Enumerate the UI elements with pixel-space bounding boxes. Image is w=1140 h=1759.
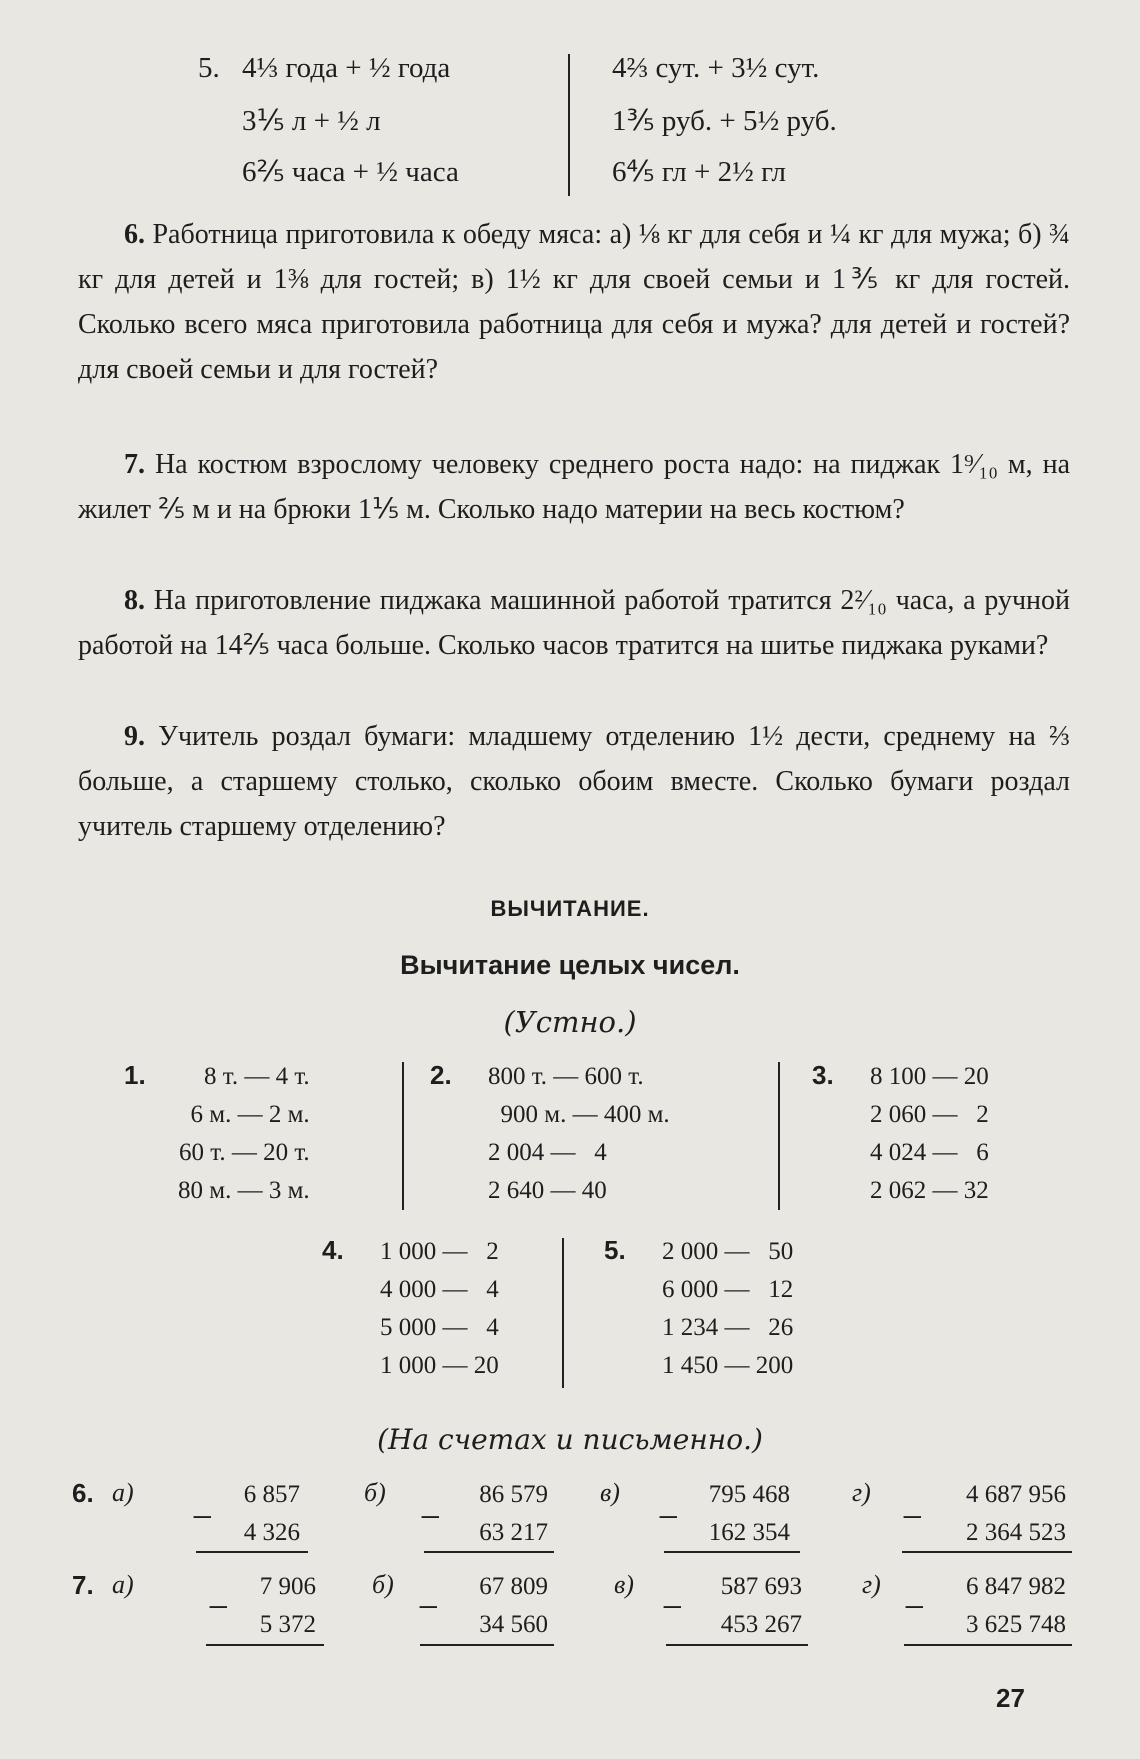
oral-heading: (Устно.) xyxy=(503,1005,637,1039)
problem-8-text: На приготовление пиджака машинной работой тратится 2²⁄₁₀ часа, а ручной работой на 14⅖ часа больше. Сколько часов тратится на шитье пиджака руками? xyxy=(78,585,1070,661)
problem-6 xyxy=(78,212,1070,392)
written-6-a-top: 6 857 xyxy=(243,1481,300,1508)
problem-5-right-row-2: 1⅗ руб. + 5½ руб. xyxy=(612,105,837,137)
written-6-a-label: а) xyxy=(112,1478,134,1507)
problem-5-divider xyxy=(568,54,570,196)
oral-divider-3 xyxy=(562,1238,564,1388)
subsection-heading: Вычитание целых чисел. xyxy=(400,950,740,980)
oral-group-2-rows: 800 т. — 600 т. 900 м. — 400 м. 2 004 — 4 2 640 — 40 xyxy=(488,1063,670,1204)
written-6-number-text: 6. xyxy=(72,1478,94,1508)
problem-5-right-row-3: 6⅘ гл + 2½ гл xyxy=(612,156,786,188)
problem-7-number: 7. xyxy=(124,449,145,480)
written-7-b-minus: _ xyxy=(420,1576,437,1609)
oral-group-3-number: 3. xyxy=(812,1060,834,1090)
written-7-c-top: 587 693 xyxy=(720,1573,802,1600)
written-7-c-underline xyxy=(666,1644,808,1646)
oral-group-4-rows: 1 000 — 2 4 000 — 4 5 000 — 4 1 000 — 20 xyxy=(380,1238,499,1379)
problem-9-number: 9. xyxy=(124,721,145,752)
written-6-d-top: 4 687 956 xyxy=(966,1481,1066,1508)
written-heading: (На счетах и письменно.) xyxy=(377,1423,763,1456)
written-7-d-top: 6 847 982 xyxy=(966,1573,1066,1600)
oral-divider-1 xyxy=(402,1062,404,1210)
oral-group-5-number: 5. xyxy=(604,1235,626,1265)
problem-5-number: 5. xyxy=(198,52,220,84)
written-7-number xyxy=(72,1570,94,1601)
written-7-a-minus: _ xyxy=(210,1576,227,1609)
written-6-c-minus: _ xyxy=(660,1486,677,1519)
oral-divider-2 xyxy=(778,1062,780,1210)
written-7-a-top: 7 906 xyxy=(259,1573,316,1600)
oral-group-5-rows: 2 000 — 50 6 000 — 12 1 234 — 26 1 450 — 200 xyxy=(662,1238,794,1379)
written-6-c-bottom: 162 354 xyxy=(708,1519,790,1546)
written-6-d-label: г) xyxy=(852,1478,871,1507)
problem-9 xyxy=(78,714,1070,849)
written-6-b-underline xyxy=(424,1551,554,1553)
written-6-a-minus: _ xyxy=(194,1486,211,1519)
oral-group-1-number: 1. xyxy=(124,1060,146,1090)
written-7-c-bottom: 453 267 xyxy=(720,1611,802,1638)
written-6-a-underline xyxy=(196,1551,308,1553)
written-6-c-top: 795 468 xyxy=(708,1481,790,1508)
problem-7-text: На костюм взрослому человеку среднего роста надо: на пиджак 1⁹⁄₁₀ м, на жилет ⅖ м и на брюки 1⅕ м. Сколько надо материи на весь костюм? xyxy=(78,449,1070,525)
oral-group-3-rows: 8 100 — 20 2 060 — 2 4 024 — 6 2 062 — 32 xyxy=(870,1063,989,1204)
written-6-b-minus: _ xyxy=(422,1486,439,1519)
written-7-a-bottom: 5 372 xyxy=(259,1611,316,1638)
written-7-d-bottom: 3 625 748 xyxy=(966,1611,1066,1638)
written-7-a-underline xyxy=(206,1644,324,1646)
written-6-number xyxy=(72,1478,94,1509)
oral-group-1-rows: 8 т. — 4 т. 6 м. — 2 м. 60 т. — 20 т. 80 м. — 3 м. xyxy=(178,1063,310,1204)
written-6-d-minus: _ xyxy=(904,1486,921,1519)
written-6-c-underline xyxy=(664,1551,800,1553)
written-7-b-top: 67 809 xyxy=(479,1573,548,1600)
problem-8 xyxy=(78,578,1070,668)
problem-8-number: 8. xyxy=(124,585,145,616)
written-6-b-bottom: 63 217 xyxy=(479,1519,548,1546)
problem-6-text: Работница приготовила к обеду мяса: а) ⅛ кг для себя и ¼ кг для мужа; б) ¾ кг для детей и 1⅜ для гостей; в) 1½ кг для своей семьи и 1⅗ кг для гостей. Сколько всего мяса приготовила работница для себя и мужа? для детей и гостей? для своей семьи и для гостей? xyxy=(78,219,1071,385)
problem-6-number: 6. xyxy=(124,219,145,250)
problem-5-left-row-2: 3⅕ л + ½ л xyxy=(242,105,381,137)
problem-5-right-row-1: 4⅔ сут. + 3½ сут. xyxy=(612,52,820,84)
oral-group-2-number: 2. xyxy=(430,1060,452,1090)
written-6-c-label: в) xyxy=(600,1478,620,1507)
written-6-b-top: 86 579 xyxy=(479,1481,548,1508)
written-7-b-label: б) xyxy=(372,1570,394,1599)
written-7-b-bottom: 34 560 xyxy=(479,1611,548,1638)
written-6-a-bottom: 4 326 xyxy=(243,1519,300,1546)
written-6-b-label: б) xyxy=(364,1478,386,1507)
written-6-d-underline xyxy=(902,1551,1072,1553)
written-7-b-underline xyxy=(420,1644,554,1646)
problem-7 xyxy=(78,442,1070,532)
written-7-c-minus: _ xyxy=(664,1576,681,1609)
written-7-a-label: а) xyxy=(112,1570,134,1599)
written-7-d-label: г) xyxy=(862,1570,881,1599)
problem-5-left-row-1: 4⅓ года + ½ года xyxy=(242,52,451,84)
written-7-d-minus: _ xyxy=(906,1576,923,1609)
written-7-d-underline xyxy=(904,1644,1072,1646)
problem-9-text: Учитель роздал бумаги: младшему отделению 1½ дести, среднему на ⅔ больше, а старшему столько, сколько обоим вместе. Сколько бумаги роздал учитель старшему отделению? xyxy=(78,721,1070,842)
written-6-d-bottom: 2 364 523 xyxy=(966,1519,1066,1546)
oral-group-4-number: 4. xyxy=(322,1235,344,1265)
written-7-number-text: 7. xyxy=(72,1570,94,1600)
problem-5-left-row-3: 6⅖ часа + ½ часа xyxy=(242,156,459,188)
section-heading: ВЫЧИТАНИЕ. xyxy=(490,896,650,921)
written-7-c-label: в) xyxy=(614,1570,634,1599)
page-number: 27 xyxy=(996,1683,1025,1713)
